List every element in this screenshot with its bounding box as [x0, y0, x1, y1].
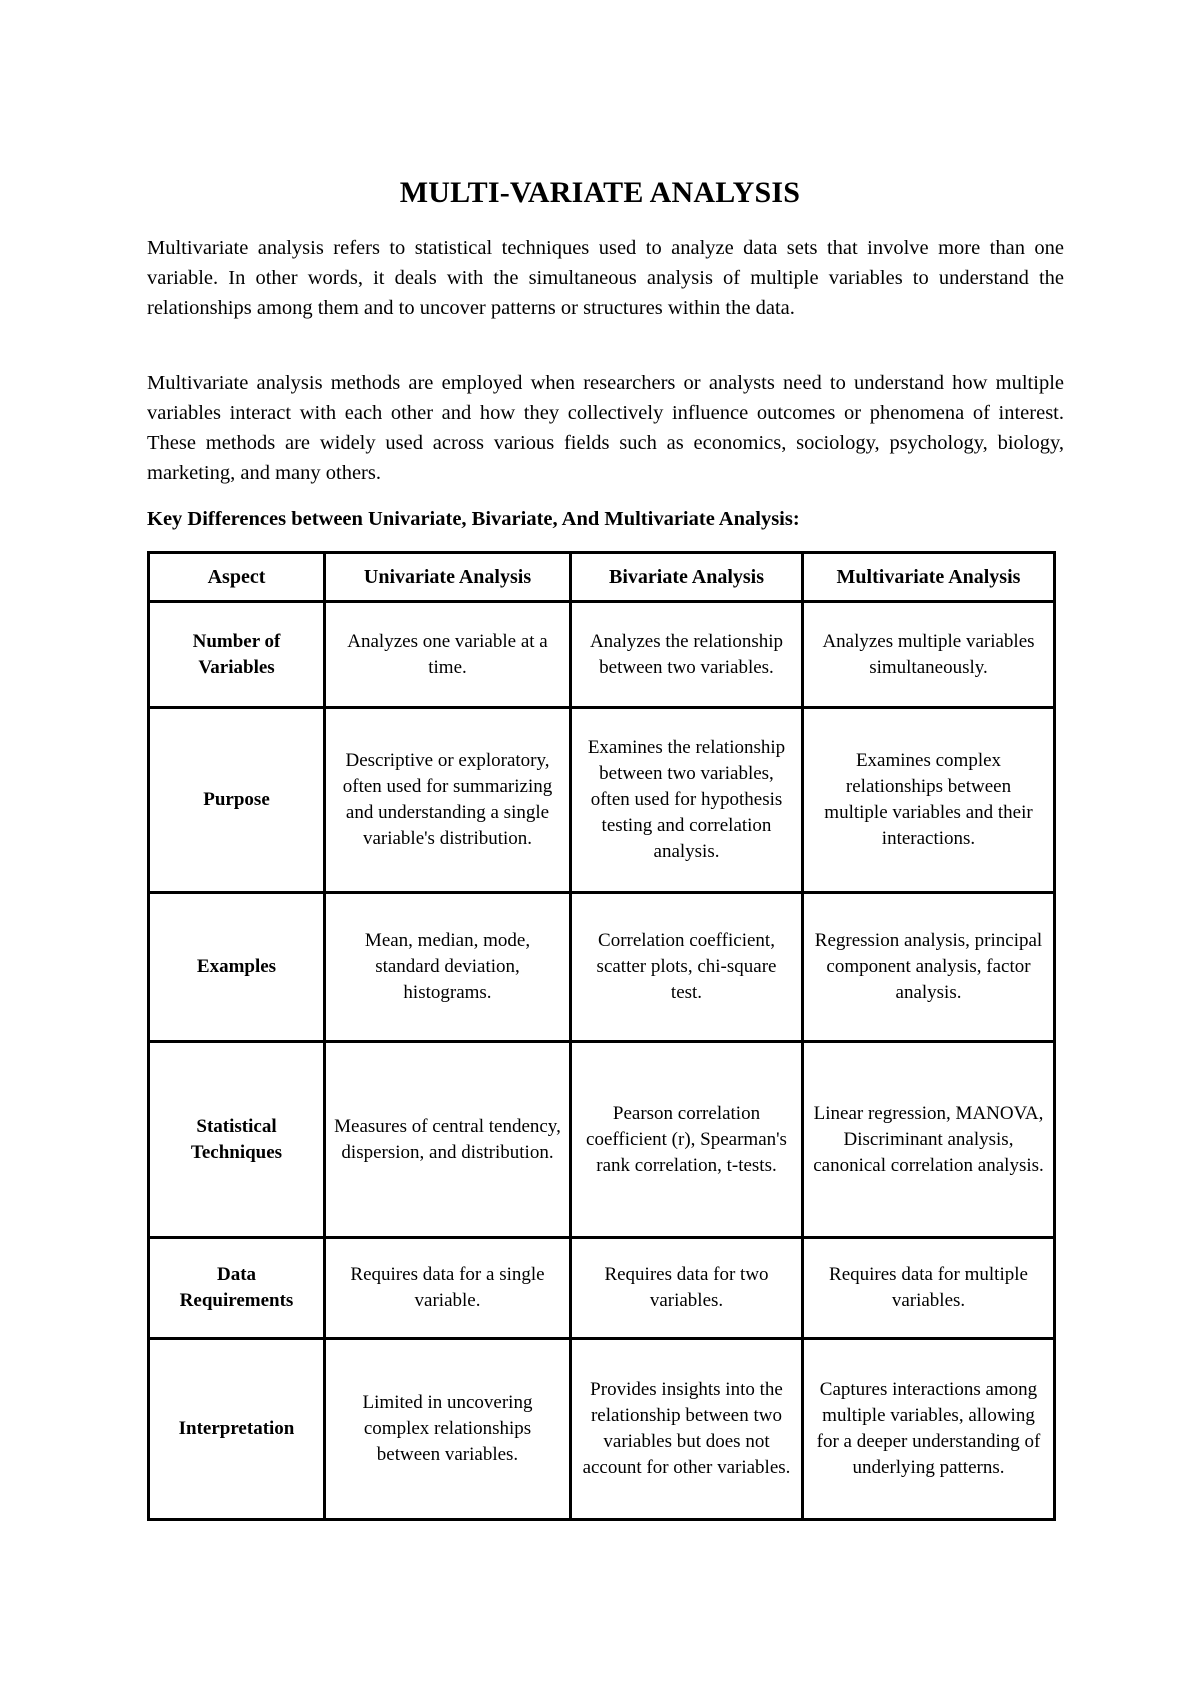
header-multivariate: Multivariate Analysis — [803, 553, 1055, 602]
header-aspect: Aspect — [149, 553, 325, 602]
row-aspect-cell: Purpose — [149, 708, 325, 893]
header-univariate: Univariate Analysis — [325, 553, 571, 602]
univariate-cell: Mean, median, mode, standard deviation, histograms. — [325, 893, 571, 1042]
multivariate-cell: Requires data for multiple variables. — [803, 1238, 1055, 1339]
multivariate-cell: Examines complex relationships between multiple variables and their interactions. — [803, 708, 1055, 893]
table-row — [149, 1238, 1055, 1339]
bivariate-cell: Correlation coefficient, scatter plots, chi-square test. — [571, 893, 803, 1042]
univariate-cell: Descriptive or exploratory, often used for summarizing and understanding a single variable's distribution. — [325, 708, 571, 893]
multivariate-cell: Analyzes multiple variables simultaneously. — [803, 602, 1055, 708]
row-aspect-cell: Interpretation — [149, 1339, 325, 1520]
table-row — [149, 893, 1055, 1042]
row-aspect-cell: Data Requirements — [149, 1238, 325, 1339]
univariate-cell: Requires data for a single variable. — [325, 1238, 571, 1339]
table-header-row — [149, 553, 1055, 602]
intro-paragraph: Multivariate analysis refers to statistical techniques used to analyze data sets that involve more than one variable. In other words, it deals with the simultaneous analysis of multiple variables to understand the relationships among them and to uncover patterns or structures within the data. — [147, 237, 1064, 319]
multivariate-cell: Captures interactions among multiple variables, allowing for a deeper understanding of underlying patterns. — [803, 1339, 1055, 1520]
section-heading: Key Differences between Univariate, Bivariate, And Multivariate Analysis: — [147, 508, 800, 530]
header-bivariate: Bivariate Analysis — [571, 553, 803, 602]
page-title: MULTI-VARIATE ANALYSIS — [399, 176, 801, 209]
bivariate-cell: Pearson correlation coefficient (r), Spearman's rank correlation, t-tests. — [571, 1042, 803, 1238]
row-aspect-cell: Examples — [149, 893, 325, 1042]
bivariate-cell: Examines the relationship between two variables, often used for hypothesis testing and correlation analysis. — [571, 708, 803, 893]
multivariate-cell: Regression analysis, principal component analysis, factor analysis. — [803, 893, 1055, 1042]
univariate-cell: Measures of central tendency, dispersion, and distribution. — [325, 1042, 571, 1238]
univariate-cell: Limited in uncovering complex relationships between variables. — [325, 1339, 571, 1520]
row-aspect-cell: Number of Variables — [149, 602, 325, 708]
table-row — [149, 1042, 1055, 1238]
table-row — [149, 708, 1055, 893]
univariate-cell: Analyzes one variable at a time. — [325, 602, 571, 708]
table-row — [149, 1339, 1055, 1520]
bivariate-cell: Requires data for two variables. — [571, 1238, 803, 1339]
comparison-table — [147, 551, 1056, 1521]
row-aspect-cell: Statistical Techniques — [149, 1042, 325, 1238]
bivariate-cell: Analyzes the relationship between two variables. — [571, 602, 803, 708]
multivariate-cell: Linear regression, MANOVA, Discriminant analysis, canonical correlation analysis. — [803, 1042, 1055, 1238]
methods-paragraph: Multivariate analysis methods are employed when researchers or analysts need to understand how multiple variables interact with each other and how they collectively influence outcomes or phenomena of interest. These methods are widely used across various fields such as economics, sociology, psychology, biology, marketing, and many others. — [147, 372, 1064, 484]
table-row — [149, 602, 1055, 708]
bivariate-cell: Provides insights into the relationship between two variables but does not account for other variables. — [571, 1339, 803, 1520]
